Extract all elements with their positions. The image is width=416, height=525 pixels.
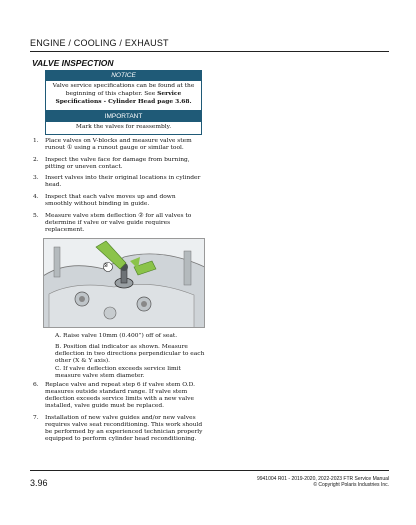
callout-number: ②: [103, 262, 109, 269]
step-number: 6.: [33, 382, 39, 388]
substep-b: B. Position dial indicator as shown. Measure deflection in two directions perpendicular to each other (X & Y axis).: [55, 344, 205, 365]
step-item: [33, 213, 203, 234]
manual-title: 9941004 R01 - 2019-2020, 2022-2023 FTR Service Manual: [256, 476, 389, 482]
step-text: Installation of new valve guides and/or new valves requires valve seat reconditioning. This work should be performed by an experienced technician properly equipped to perform cylinder head reconditioning.: [45, 414, 203, 443]
notice-box: [45, 70, 202, 111]
step-number: 5.: [33, 212, 39, 219]
notice-text: [46, 81, 201, 110]
substep-c: C. If valve deflection exceeds service limit measure valve stem diameter.: [55, 366, 181, 380]
step-text: Place valves on V-blocks and measure valve stem runout ① using a runout gauge or similar tool.: [45, 138, 192, 152]
step-item: [33, 382, 205, 410]
step-number: 2.: [33, 156, 39, 163]
header-rule: [30, 51, 389, 52]
section-title: VALVE INSPECTION: [32, 58, 114, 68]
important-text: Mark the valves for reassembly.: [75, 124, 172, 130]
step-number: 1.: [33, 138, 39, 144]
copyright: © Copyright Polaris Industries Inc.: [313, 482, 389, 488]
step-number: 4.: [33, 194, 39, 201]
step-item: [33, 194, 203, 208]
important-box: [45, 111, 202, 135]
notice-text-link: Service Specifications - Cylinder Head page 3.68.: [55, 90, 192, 106]
steps-list: [33, 138, 203, 239]
step-text: Inspect the valve face for damage from burning, pitting or uneven contact.: [45, 156, 190, 170]
step-text: Insert valves into their original locations in cylinder head.: [45, 175, 201, 189]
step-item: [33, 415, 205, 443]
step-item: [33, 157, 203, 171]
step-item: [33, 175, 203, 189]
cylinder-head-illustration: [43, 238, 205, 328]
step-text: Replace valve and repeat step 6 if valve stem O.D. measures outside standard range. If valve stem deflection exceeds service limits with a new valve installed, valve guide must be replaced.: [45, 382, 195, 410]
step-text: Measure valve stem deflection ② for all valves to determine if valve or valve guide requires replacement.: [45, 212, 192, 233]
cylinder-head-drawing: [44, 239, 204, 327]
footer-text: [257, 476, 389, 488]
step-text: Inspect that each valve moves up and down smoothly without binding in guide.: [45, 194, 176, 208]
step-number: 3.: [33, 175, 39, 182]
page-number: 3.96: [30, 478, 48, 488]
step-number: 7.: [33, 414, 39, 421]
later-steps-list: [33, 382, 205, 448]
substep-a: A. Raise valve 10mm (0.400”) off of seat.: [55, 333, 178, 339]
notice-label: NOTICE: [46, 71, 201, 81]
footer-rule: [30, 470, 389, 471]
important-label: IMPORTANT: [46, 112, 201, 122]
step-item: [33, 138, 203, 152]
notice-text-plain: Valve service specifications can be found at the beginning of this chapter. See: [52, 83, 195, 98]
page-header-title: ENGINE / COOLING / EXHAUST: [30, 38, 169, 48]
